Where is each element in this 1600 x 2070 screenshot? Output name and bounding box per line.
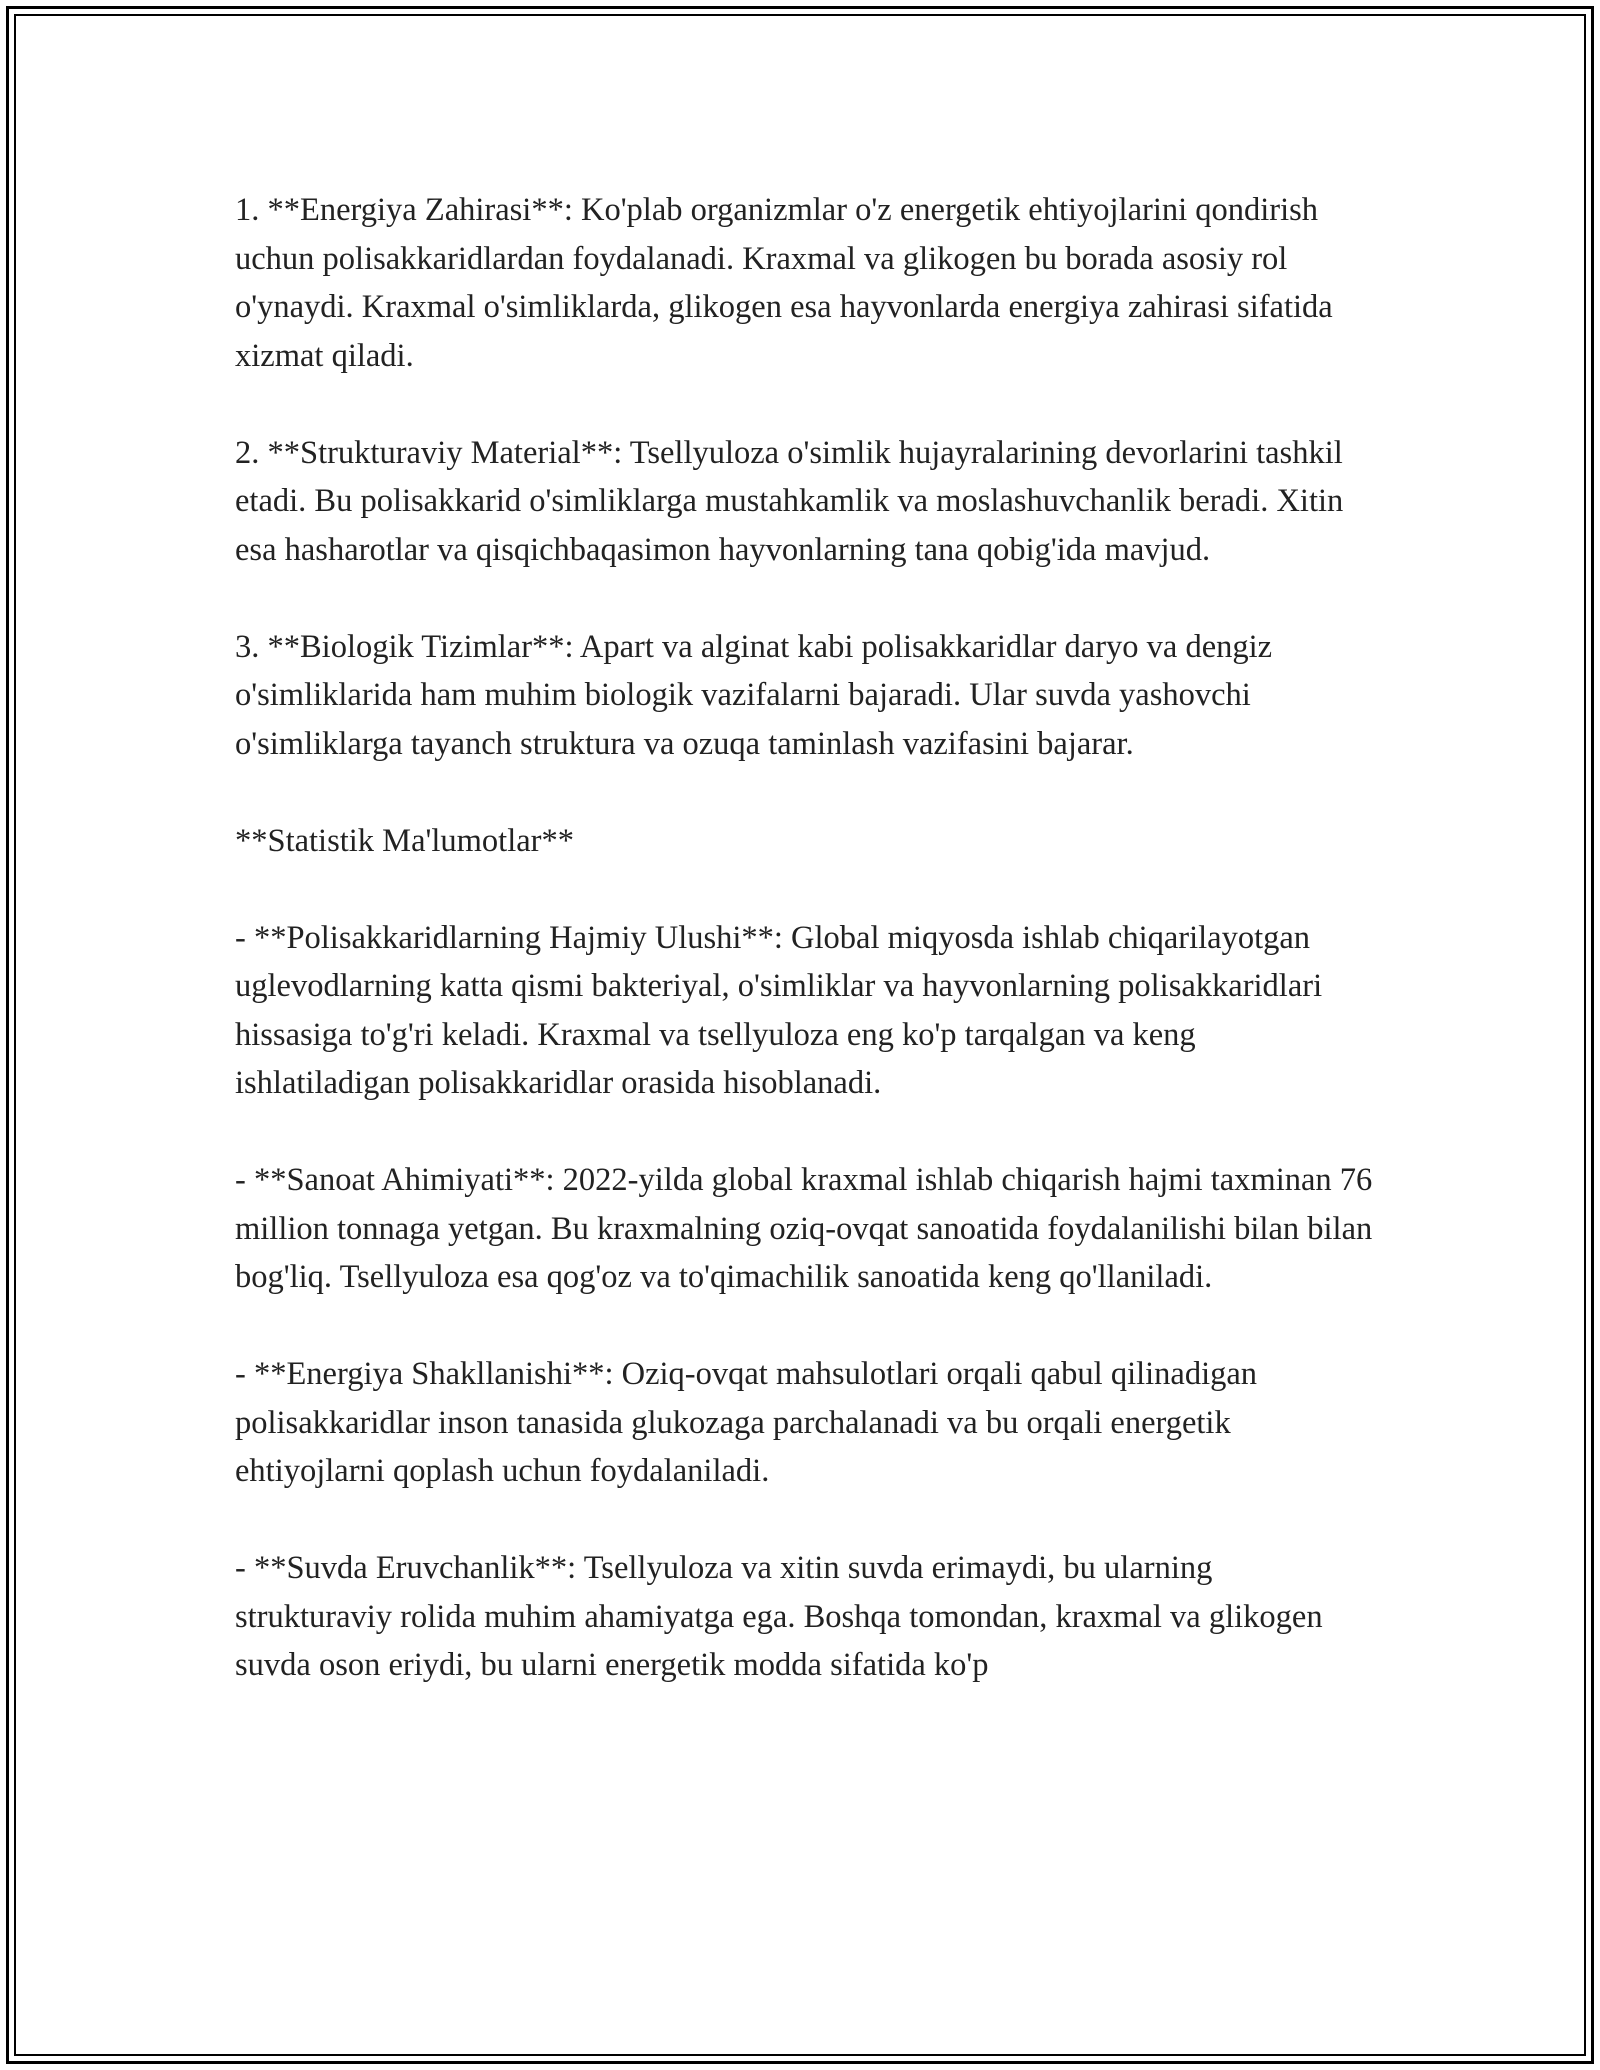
paragraph-suvda-eruvchanlik: - **Suvda Eruvchanlik**: Tsellyuloza va xitin suvda erimaydi, bu ularning strukturaviy rolida muhim ahamiyatga ega. Boshqa tomondan, kraxmal va glikogen suvda oson eriydi, bu ularni energetik modda sifatida ko'p (235, 1550, 1323, 1683)
paragraph-hajmiy-ulushi: - **Polisakkaridlarning Hajmiy Ulushi**: Global miqyosda ishlab chiqarilayotgan uglevodlarning katta qismi bakteriyal, o'simliklar va hayvonlarning polisakkaridlari hissasiga to'g'ri keladi. Kraxmal va tsellyuloza eng ko'p tarqalgan va keng ishlatiladigan polisakkaridlar orasida hisoblanadi. (235, 919, 1323, 1101)
section-heading-statistik: **Statistik Ma'lumotlar** (235, 822, 574, 859)
paragraph-strukturaviy-material: 2. **Strukturaviy Material**: Tsellyuloza o'simlik hujayralarining devorlarini tashkil etadi. Bu polisakkarid o'simliklarga mustahkamlik va moslashuvchanlik beradi. Xitin esa hasharotlar va qisqichbaqasimon hayvonlarning tana qobig'ida mavjud. (235, 434, 1344, 568)
paragraph-energiya-zahirasi: 1. **Energiya Zahirasi**: Ko'plab organizmlar o'z energetik ehtiyojlarini qondirish uchun polisakkaridlardan foydalanadi. Kraxmal va glikogen bu borada asosiy rol o'ynaydi. Kraxmal o'simliklarda, glikogen esa hayvonlarda energiya zahirasi sifatida xizmat qiladi. (235, 192, 1333, 374)
paragraph-biologik-tizimlar: 3. **Biologik Tizimlar**: Apart va alginat kabi polisakkaridlar daryo va dengiz o'simliklarida ham muhim biologik vazifalarni bajaradi. Ular suvda yashovchi o'simliklarga tayanch struktura va ozuqa taminlash vazifasini bajarar. (235, 628, 1273, 762)
document-body (235, 186, 1375, 1738)
paragraph-sanoat-ahimiyati: - **Sanoat Ahimiyati**: 2022-yilda global kraxmal ishlab chiqarish hajmi taxminan 76 million tonnaga yetgan. Bu kraxmalning oziq-ovqat sanoatida foydalanilishi bilan bilan bog'liq. Tsellyuloza esa qog'oz va to'qimachilik sanoatida keng qo'llaniladi. (235, 1162, 1373, 1295)
paragraph-energiya-shakllanishi: - **Energiya Shakllanishi**: Oziq-ovqat mahsulotlari orqali qabul qilinadigan polisakkaridlar inson tanasida glukozaga parchalanadi va bu orqali energetik ehtiyojlarni qoplash uchun foydalaniladi. (235, 1356, 1258, 1489)
